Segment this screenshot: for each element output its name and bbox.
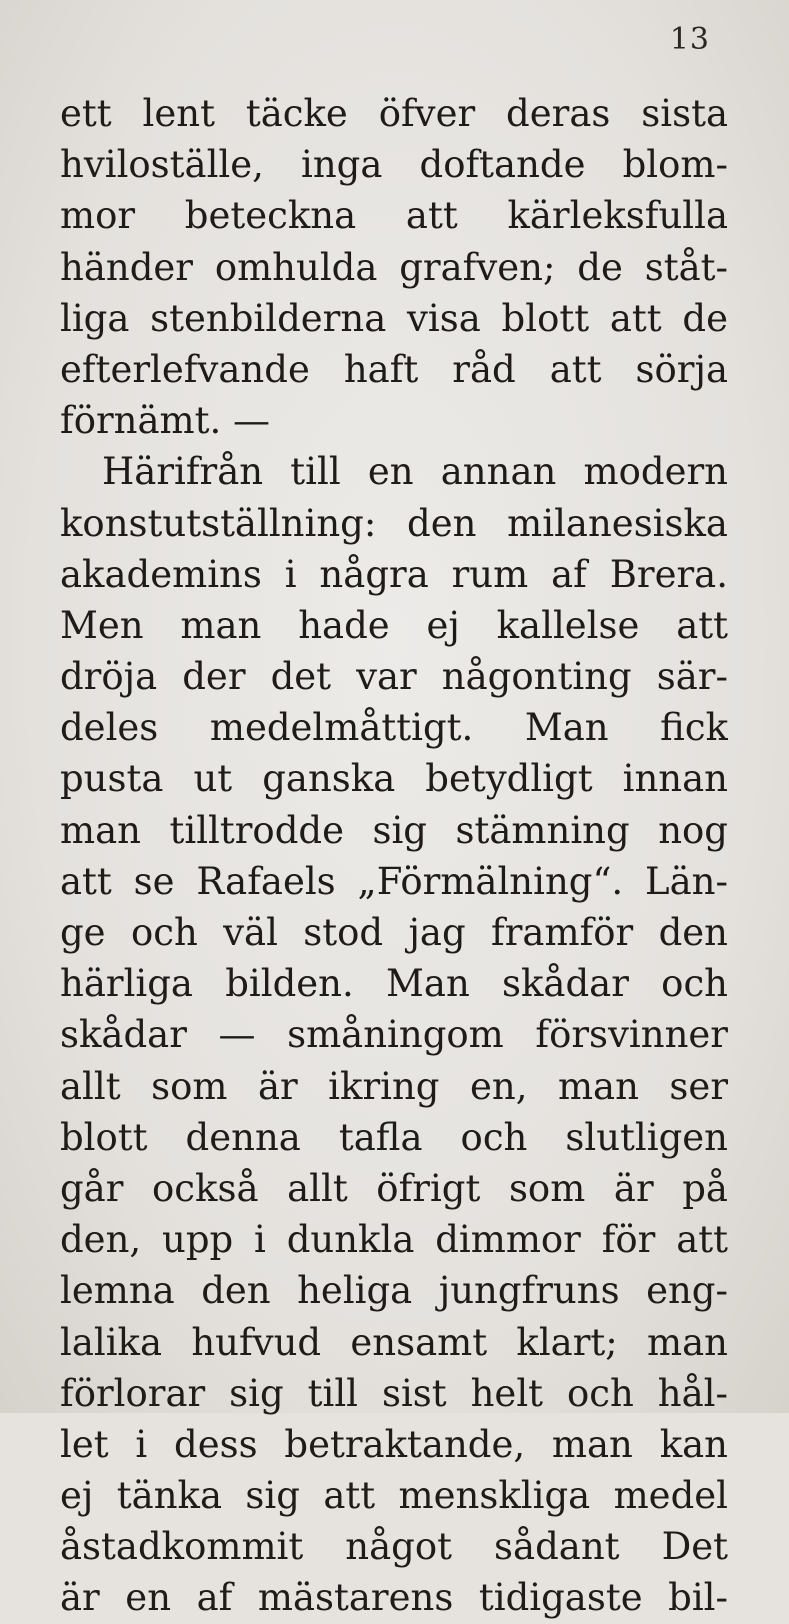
text-line: allt som är ikring en, man ser bbox=[60, 1064, 728, 1108]
text-line: pusta ut ganska betydligt innan bbox=[60, 757, 728, 801]
text-line: let i dess betraktande, man kan bbox=[60, 1422, 728, 1466]
body-text bbox=[60, 88, 728, 1624]
text-line: skådar — småningom försvinner bbox=[60, 1013, 728, 1057]
text-line: akademins i några rum af Brera. bbox=[60, 552, 728, 596]
text-line: deles medelmåttigt. Man fick bbox=[60, 706, 728, 750]
text-line: är en af mästarens tidigaste bil- bbox=[60, 1576, 728, 1620]
text-line: att se Rafaels „Förmälning“. Län- bbox=[60, 859, 728, 903]
text-line: förlorar sig till sist helt och hål- bbox=[60, 1371, 728, 1415]
text-line: ett lent täcke öfver deras sista bbox=[60, 92, 728, 135]
text-line: liga stenbilderna visa blott att de bbox=[60, 296, 728, 340]
text-line: åstadkommit något sådant Det bbox=[60, 1525, 728, 1569]
text-line: förnämt. — bbox=[60, 399, 271, 443]
text-line: lemna den heliga jungfruns eng- bbox=[60, 1269, 728, 1313]
text-line: den, upp i dunkla dimmor för att bbox=[60, 1218, 728, 1262]
text-line: man tilltrodde sig stämning nog bbox=[60, 808, 728, 852]
text-line: Härifrån till en annan modern bbox=[102, 450, 728, 494]
text-line: hviloställe, inga doftande blom- bbox=[60, 143, 728, 187]
text-line: Men man hade ej kallelse att bbox=[60, 603, 728, 647]
text-line: ge och väl stod jag framför den bbox=[60, 911, 728, 954]
text-line: mor beteckna att kärleksfulla bbox=[60, 194, 728, 238]
text-line: dröja der det var någonting sär- bbox=[60, 655, 728, 699]
page-number: 13 bbox=[669, 22, 710, 57]
text-line: går också allt öfrigt som är på bbox=[60, 1166, 728, 1210]
text-line: efterlefvande haft råd att sörja bbox=[60, 347, 728, 391]
text-line: lalika hufvud ensamt klart; man bbox=[60, 1320, 728, 1364]
text-line: härliga bilden. Man skådar och bbox=[60, 962, 728, 1006]
text-line: blott denna tafla och slutligen bbox=[60, 1115, 728, 1159]
text-line: konstutställning: den milanesiska bbox=[60, 501, 728, 545]
text-line: ej tänka sig att menskliga medel bbox=[60, 1474, 728, 1518]
text-line: händer omhulda grafven; de ståt- bbox=[60, 245, 728, 289]
